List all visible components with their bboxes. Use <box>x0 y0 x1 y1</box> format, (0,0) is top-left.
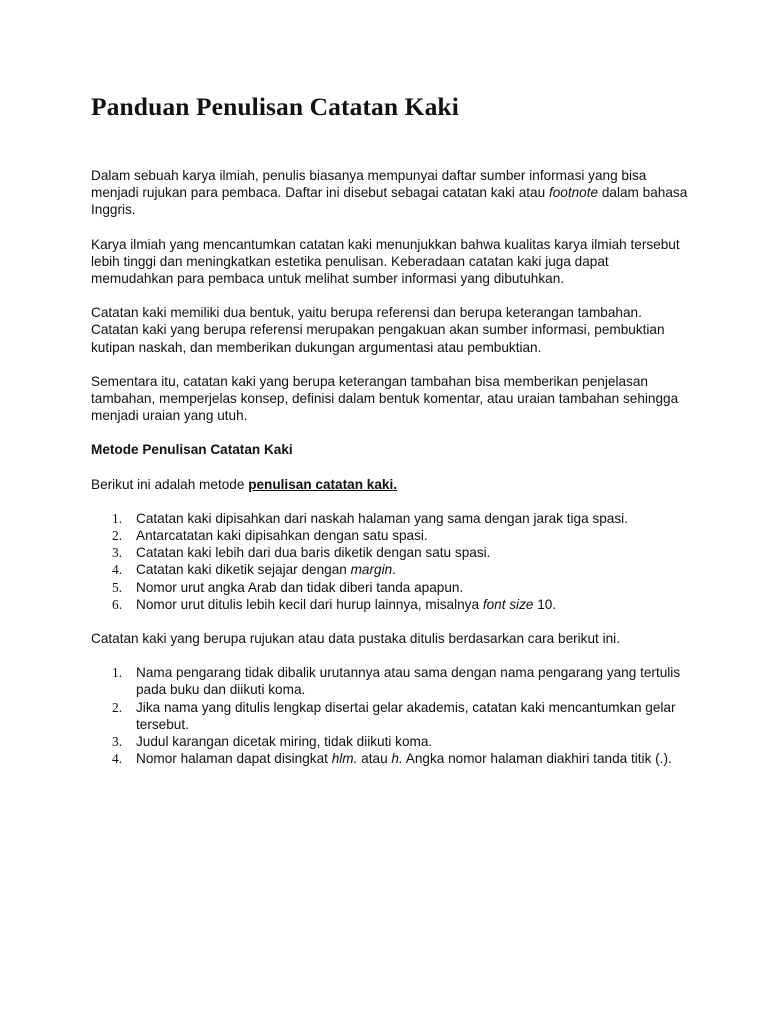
list-item-text: Nomor urut angka Arab dan tidak diberi tanda apapun. <box>136 579 464 595</box>
list-item-text: Catatan kaki dipisahkan dari naskah halaman yang sama dengan jarak tiga spasi. <box>136 510 628 526</box>
list-number: 2. <box>112 528 123 544</box>
list-item <box>91 579 691 596</box>
list-number: 3. <box>112 734 123 750</box>
list-item-text: Nomor halaman dapat disingkat <box>136 751 332 767</box>
list-item-text: Catatan kaki lebih dari dua baris diketik dengan satu spasi. <box>136 545 491 561</box>
paragraph-method-intro <box>91 476 691 493</box>
page-title: Panduan Penulisan Catatan Kaki <box>91 92 459 121</box>
italic-term: footnote <box>548 185 599 201</box>
list-item-text: Jika nama yang ditulis lengkap disertai gelar akademis, catatan kaki mencantumkan gelar tersebut. <box>136 699 676 732</box>
list-item <box>91 699 691 733</box>
list-item-text: Nama pengarang tidak dibalik urutannya atau sama dengan nama pengarang yang tertulis pada buku dan diikuti koma. <box>136 665 681 698</box>
paragraph-forms: Catatan kaki memiliki dua bentuk, yaitu berupa referensi dan berupa keterangan tambahan. Catatan kaki yang berupa referensi merupakan pengakuan akan sumber informasi, pembuktian kutipan naskah, dan memberikan dukungan argumentasi atau pembuktian. <box>91 305 665 355</box>
list-item <box>91 510 691 527</box>
paragraph-additional: Sementara itu, catatan kaki yang berupa keterangan tambahan bisa memberikan penjelasan tambahan, memperjelas konsep, definisi dalam bentuk komentar, atau uraian tambahan sehingga menjadi uraian yang utuh. <box>91 373 679 424</box>
list-item-text: 10. <box>533 596 557 612</box>
document-page <box>91 0 691 767</box>
method-list <box>91 510 691 613</box>
list-number: 1. <box>112 665 123 681</box>
list-number: 4. <box>112 751 123 767</box>
list-item <box>91 596 691 613</box>
list-number: 1. <box>112 510 123 526</box>
paragraph-text: Berikut ini adalah metode <box>91 476 249 492</box>
paragraph-intro <box>91 167 691 219</box>
paragraph-quality: Karya ilmiah yang mencantumkan catatan kaki menunjukkan bahwa kualitas karya ilmiah tersebut lebih tinggi dan meningkatkan estetika penulisan. Keberadaan catatan kaki juga dapat memudahkan para pembaca untuk melihat sumber informasi yang dibutuhkan. <box>91 236 680 287</box>
list-item-text: . <box>392 562 396 578</box>
paragraph-text: Dalam sebuah karya ilmiah, penulis biasanya mempunyai daftar sumber informasi yang bisa menjadi rujukan para pembaca. Daftar ini disebut sebagai catatan kaki atau <box>91 168 647 201</box>
paragraph-reference-format: Catatan kaki yang berupa rujukan atau data pustaka ditulis berdasarkan cara berikut ini. <box>91 631 620 647</box>
list-item <box>91 733 691 750</box>
method-link[interactable]: penulisan catatan kaki <box>248 476 394 492</box>
section-heading: Metode Penulisan Catatan Kaki <box>91 442 293 458</box>
list-item-text: Angka nomor halaman diakhiri tanda titik (.). <box>402 751 672 767</box>
list-number: 4. <box>112 562 123 578</box>
list-item-text: Antarcatatan kaki dipisahkan dengan satu spasi. <box>136 528 428 544</box>
italic-term: font size <box>482 596 534 612</box>
list-item <box>91 561 691 578</box>
list-number: 5. <box>112 579 123 595</box>
reference-list <box>91 664 691 767</box>
italic-term: margin <box>350 562 393 578</box>
paragraph-text: dalam bahasa Inggris. <box>91 185 688 218</box>
link-period[interactable]: . <box>393 476 398 492</box>
list-item <box>91 750 691 767</box>
list-item <box>91 544 691 561</box>
italic-term: h. <box>391 751 403 767</box>
list-item-text: atau <box>357 751 392 767</box>
list-number: 2. <box>112 699 123 715</box>
list-item <box>91 527 691 544</box>
list-item-text: Judul karangan dicetak miring, tidak diikuti koma. <box>136 734 433 750</box>
list-number: 3. <box>112 545 123 561</box>
list-number: 6. <box>112 596 123 612</box>
italic-term: hlm. <box>331 751 358 767</box>
list-item <box>91 664 691 698</box>
list-item-text: Catatan kaki diketik sejajar dengan <box>136 562 351 578</box>
list-item-text: Nomor urut ditulis lebih kecil dari hurup lainnya, misalnya <box>136 596 483 612</box>
